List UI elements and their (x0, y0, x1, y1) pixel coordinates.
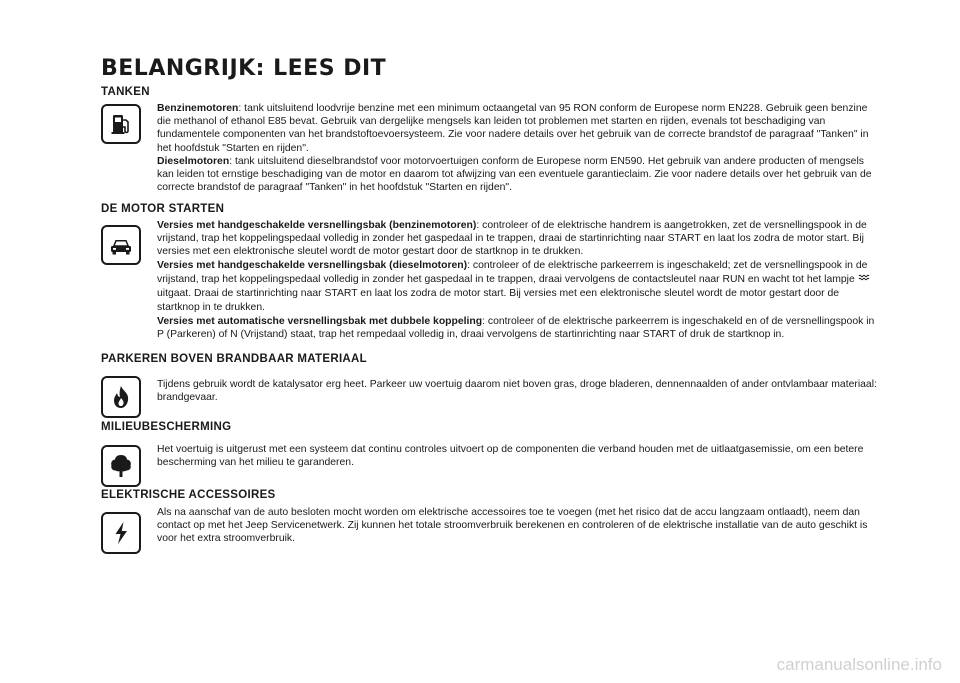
parkeren-text (157, 374, 881, 404)
paragraph-handgeschakeld-diesel (157, 259, 881, 315)
section-heading: TANKEN (101, 86, 150, 98)
milieu-text (157, 443, 881, 469)
paragraph-handgeschakeld-benzine (157, 219, 881, 259)
section-motor-starten (101, 202, 881, 341)
label-benzinemotoren: Benzinemotoren (157, 103, 239, 114)
motor-starten-text (157, 219, 881, 341)
elektrisch-text (157, 506, 881, 546)
label-handgeschakeld-benzine: Versies met handgeschakelde versnellingsbak (benzinemotoren) (157, 220, 477, 231)
section-tanken (101, 85, 881, 194)
section-heading: MILIEUBESCHERMING (101, 421, 232, 433)
text-benzinemotoren: : tank uitsluitend loodvrije benzine met een minimum octaangetal van 95 RON conform de Europese norm EN228. Gebruik geen benzine die methanol of ethanol E85 bevat. Gebruik van dergelijke mengsels kan leiden tot problemen met starten en rijden, evenals tot beschadiging van fundamentele componenten van het brandstoftoevoersysteem. Zie voor nadere details over het gebruik van de correcte brandstof de paragraaf "Tanken" in het hoofdstuk "Starten en rijden". (157, 103, 869, 154)
section-milieu (101, 420, 881, 469)
section-heading: ELEKTRISCHE ACCESSOIRES (101, 489, 276, 501)
label-handgeschakeld-diesel: Versies met handgeschakelde versnellingsbak (dieselmotoren) (157, 259, 468, 271)
paragraph-elektrisch: Als na aanschaf van de auto besloten mocht worden om elektrische accessoires toe te voegen (met het risico dat de accu langzaam ontlaadt), neem dan contact op met het Jeep Servicenetwerk. Zij kunnen het totale stroomverbruik berekenen en controleren of de elektrische installatie van de auto geschikt is voor het extra stroomverbruik. (157, 507, 868, 545)
text-automatisch: : controleer of de elektrische parkeerrem is ingeschakeld en of de versnellingspook in P (Parkeren) of N (Vrijstand) staat, trap het rempedaal volledig in, draai vervolgens de startinrichting naar START of druk de startknop in. (157, 315, 875, 340)
paragraph-milieu: Het voertuig is uitgerust met een systeem dat continu controles uitvoert op de componenten die verband houden met de uitlaatgasemissie, om een betere bescherming van het milieu te garanderen. (157, 444, 864, 469)
paragraph-parkeren: Tijdens gebruik wordt de katalysator erg heet. Parkeer uw voertuig daarom niet boven gras, droge bladeren, dennennaalden of ander ontvlambaar materiaal: brandgevaar. (157, 379, 877, 404)
text-handgeschakeld-diesel-b: uitgaat. Draai de startinrichting naar START en laat los zodra de motor start. Bij versies met een elektronische sleutel wordt de motor gestart door de startknop in te drukken. (157, 287, 840, 313)
page-title: BELANGRIJK: LEES DIT (101, 56, 387, 81)
fuel-pump-icon (101, 104, 141, 144)
text-handgeschakeld-benzine: : controleer of de elektrische handrem is aangetrokken, zet de versnellingspook in de vrijstand, trap het koppelingspedaal volledig in zonder het gaspedaal in te trappen, draai de startinrichting naar START en laat los zodra de motor start. Bij versies met een elektronische sleutel wordt de motor gestart door de startknop in te drukken. (157, 220, 867, 258)
paragraph-automatisch (157, 315, 881, 341)
fire-icon (101, 376, 141, 418)
watermark: carmanualsonline.info (776, 655, 942, 674)
glow-plug-warning-icon (858, 274, 870, 282)
label-automatisch: Versies met automatische versnellingsbak met dubbele koppeling (157, 315, 483, 327)
paragraph-diesel (157, 155, 881, 195)
section-heading: PARKEREN BOVEN BRANDBAAR MATERIAAL (101, 353, 367, 365)
paragraph-benzine (157, 102, 881, 155)
tanken-text (157, 102, 881, 194)
section-parkeren (101, 352, 881, 404)
text-dieselmotoren: : tank uitsluitend dieselbrandstof voor motorvoertuigen conform de Europese norm EN590. Het gebruik van andere producten of mengsels kan leiden tot ernstige beschadiging van de motor en daarom tot afwijzing van een eventuele garantieclaim. Zie voor nadere details over het gebruik van de correcte brandstof de paragraaf "Tanken" in het hoofdstuk "Starten en rijden". (157, 155, 872, 194)
section-elektrisch (101, 488, 881, 546)
section-heading: DE MOTOR STARTEN (101, 203, 225, 215)
text-handgeschakeld-diesel-a: : controleer of de elektrische parkeerrem is ingeschakeld; zet de versnellingspook in de vrijstand, trap het koppelingspedaal volledig in zonder het gaspedaal in te trappen, draai vervolgens de contactsleutel naar RUN en wacht tot het lampje (157, 259, 868, 285)
lightning-icon (101, 512, 141, 554)
label-dieselmotoren: Dieselmotoren (157, 155, 230, 167)
tree-icon (101, 445, 141, 487)
car-icon (101, 225, 141, 265)
